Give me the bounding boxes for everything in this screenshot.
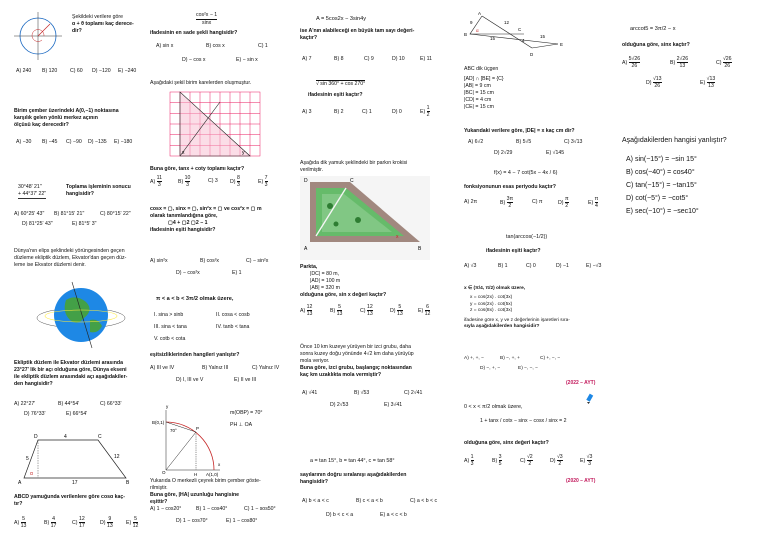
c2-q1-text: ifadesinin en sade şekli hangisidir? [150, 30, 238, 36]
c3-q3-option-a[interactable]: A) $\frac{12}{13}$ [300, 304, 313, 317]
q3-sum [18, 184, 46, 199]
c4-q1-given-line: [AD] ∩ [BE] = {C} [464, 76, 504, 83]
c2-q1-option-c[interactable]: C) 1 [258, 43, 268, 49]
q3-sum-line: + 44°37' 22" [18, 191, 46, 199]
q1-line: Şekildeki verilere göre [72, 14, 124, 20]
q5-line: ile ekliptik düzlem arasındaki açı aşağıdakiler- [14, 374, 128, 381]
c3-q1-option-b[interactable]: B) 8 [334, 56, 344, 62]
c4-q3-option-a[interactable]: A) √3 [464, 263, 477, 269]
c2-q1-option-b[interactable]: B) cos x [206, 43, 225, 49]
q5-option-b[interactable]: B) 44°54' [58, 401, 80, 407]
c2-q4-option-d[interactable]: D) I, III ve V [176, 377, 204, 383]
unit-square-grid-figure [170, 92, 262, 158]
tri-label-a: A [478, 11, 482, 16]
q5-option-d[interactable]: D) 76°33' [24, 411, 46, 417]
c4-q1-option-c[interactable]: C) 3√13 [564, 139, 583, 145]
c3-q2-option-e[interactable]: E) $\frac{1}{2}$ [420, 105, 430, 118]
c3-q3-option-d[interactable]: D) $\frac{5}{13}$ [390, 304, 403, 317]
trap-label-a: A [18, 480, 22, 486]
c3-q4-line: Buna göre, izci grubu, başlangıç noktasından [300, 365, 412, 372]
c2-q5-line: Buna göre, |HA| uzunluğu hangisine [150, 492, 240, 499]
q2-line: karşılık gelen yönlü merkez açının [14, 115, 98, 122]
c4-q4-option-c[interactable]: C) +, −, − [540, 356, 561, 361]
tri-label-c: C [518, 27, 522, 32]
q2-text [14, 108, 142, 129]
park-label-b: B [418, 246, 422, 252]
c4-q2-option-b[interactable]: B) $\frac{3\pi}{2}$ [500, 196, 514, 209]
c3-q5-option-c[interactable]: C) a < b < c [410, 498, 438, 504]
c2-q5-option-a[interactable]: A) 1 − cos20° [150, 506, 182, 512]
q4-text [14, 248, 146, 269]
q5-option-c[interactable]: C) 66°33' [100, 401, 122, 407]
c3-q3-line: verilmiştir. [300, 167, 324, 174]
c2-q4-option-b[interactable]: B) Yalnız III [202, 365, 229, 371]
c3-q3-option-c[interactable]: C) $\frac{12}{13}$ [360, 304, 373, 317]
c3-q5-expr: a = tan 15°, b = tan 44°, c = tan 58° [310, 458, 395, 464]
q3-option-d[interactable]: D) 81°25' 43" [22, 221, 53, 227]
c2-q3-line: ifadesinin eşiti hangisidir? [150, 227, 216, 234]
q4-line: düzleme ekliptik düzlem, Ekvator'dan geçen düz- [14, 255, 127, 262]
c4-q3-option-d[interactable]: D) −1 [556, 263, 569, 269]
c3-q4-option-d[interactable]: D) 2√53 [330, 402, 349, 408]
trap-side-5: 5 [26, 456, 29, 462]
c2-q2-question: Buna göre, tanx + coty toplamı kaçtır? [150, 166, 245, 172]
c5-q1-option-c[interactable]: C) $\frac{√26}{26}$ [716, 56, 732, 69]
c4-q4-line: ifadesine göre x, y ve z değerlerinin işaretleri sıra- [464, 317, 570, 323]
c5-q2-option-b[interactable]: B) cos(−40°) = cos40° [626, 168, 695, 176]
c2-q3-option-d[interactable]: D) − cos²x [176, 270, 200, 276]
c4-q4-source-tag: (2022 – AYT) [566, 380, 596, 386]
q6-option-c[interactable]: C) $\frac{12}{17}$ [72, 516, 85, 529]
c4-q1-question: Yukarıdaki verilere göre, |DE| = x kaç cm dir? [464, 128, 575, 134]
c4-q5-cond: 0 < x < π/2 olmak üzere, [464, 404, 523, 410]
c3-q2-option-b[interactable]: B) 2 [334, 109, 344, 115]
q3-option-a[interactable]: A) 60°25' 43" [14, 211, 45, 217]
c2-q3-option-c[interactable]: C) − sin²x [246, 258, 269, 264]
c4-q2-expr: f(x) = 4 − 7 cot(5x − 4x / 6) [494, 170, 558, 176]
q2-option-c[interactable]: C) −90 [66, 139, 82, 145]
fig-label-a: A(1,0) [206, 472, 219, 477]
tri-side-4: 4 [522, 38, 525, 43]
c2-q1-option-a[interactable]: A) sin x [156, 43, 174, 49]
tri-side-12: 12 [504, 20, 510, 25]
q2-line: ölçüsü kaç derecedir? [14, 122, 69, 129]
c3-q4-line: sonra kuzey doğu yönünde 4√2 km daha yürüyüp [300, 351, 414, 358]
c3-q2-expr: √ sin 360° + cos 270° [316, 81, 366, 87]
c2-q3-option-a[interactable]: A) sin²x [150, 258, 168, 264]
c3-q5-option-d[interactable]: D) b < c < a [326, 512, 354, 518]
c2-q4-item-2: II. cosa < cosb [216, 312, 250, 318]
c2-q3-option-e[interactable]: E) 1 [232, 270, 242, 276]
c2-q2-option-a[interactable]: A) $\frac{11}{3}$ [150, 175, 163, 188]
c2-q3-line: ▢4 + ▢2 ▢2 − 1 [168, 220, 208, 227]
c4-q4-eq: z = cos(8x) . cot(3x) [470, 308, 513, 314]
c3-q3-given-line: |DC| = 80 m, [310, 271, 340, 278]
c4-q5-option-b[interactable]: B) $\frac{3}{5}$ [492, 454, 502, 467]
c2-q4-item-5: V. cotb < cota [154, 336, 186, 342]
tri-side-9: 9 [470, 20, 473, 25]
q3-text [66, 184, 146, 198]
c3-q4-option-e[interactable]: E) 3√41 [384, 402, 403, 408]
c2-q1-option-d[interactable]: D) − cos x [182, 57, 206, 63]
c2-q5-given-1: m(OBP) = 70° [230, 410, 263, 416]
fig-label-b: B(0,1) [152, 420, 165, 425]
c5-q2-options [626, 154, 699, 219]
grid-label-x: x [182, 150, 185, 156]
q2-line: Birim çember üzerindeki A(0,−1) noktasına [14, 108, 119, 114]
c3-q4-option-c[interactable]: C) 2√41 [404, 390, 423, 396]
c2-q5-line: eşittir? [150, 499, 168, 506]
tri-side-15a: 15 [490, 36, 496, 41]
c3-q1-text [300, 28, 450, 42]
c3-q5-option-e[interactable]: E) a < c < b [380, 512, 407, 518]
c3-q5-line: sayılarının doğru sıralanışı aşağıdakilerden [300, 472, 407, 478]
q5-option-e[interactable]: E) 66°54' [66, 411, 88, 417]
c5-q2-option-e[interactable]: E) sec(−10°) = −sec10° [626, 207, 699, 215]
c2-q4-option-e[interactable]: E) II ve III [234, 377, 257, 383]
c2-q4-option-a[interactable]: A) III ve IV [150, 365, 175, 371]
c4-q1-given-line: |AB| = 9 cm [464, 83, 491, 90]
c3-q1-option-e[interactable]: E) 11 [420, 56, 433, 62]
c4-q1-given [464, 66, 504, 111]
c3-q3-given [300, 264, 386, 299]
tri-alpha: α [476, 28, 479, 33]
c4-q1-title: ABC dik üçgen [464, 66, 499, 72]
c5-q2-option-a[interactable]: A) sin(−15°) = −sin 15° [626, 156, 697, 163]
park-label-c: C [350, 178, 354, 184]
c3-q5-text [300, 472, 450, 486]
c5-q1-expr: arccot5 = 3π/2 − x [630, 26, 676, 32]
trap-side-12: 12 [114, 454, 120, 460]
c4-q3-option-b[interactable]: B) 1 [498, 263, 508, 269]
c4-q1-option-e[interactable]: E) √145 [546, 150, 565, 156]
q2-option-e[interactable]: E) −180 [114, 139, 133, 145]
q2-option-d[interactable]: D) −135 [88, 139, 107, 145]
q6-line: ABCD yamuğunda verilenlere göre cosα kaç- [14, 494, 126, 500]
park-map-figure [300, 176, 430, 260]
c3-q3-question: olduğuna göre, sin x değeri kaçtır? [300, 292, 387, 299]
q1-option-c[interactable]: C) 60 [70, 68, 83, 74]
trapezoid-figure [16, 430, 136, 486]
c4-q4-option-a[interactable]: A) +, +, − [464, 356, 484, 361]
c4-q5-expr: 1 + tanx / cotx − sinx − cosx / sinx = 2 [480, 418, 567, 424]
c4-q4-eq: x = cos(2x) . cot(3x) [470, 295, 513, 301]
grid-label-y: y [242, 150, 245, 156]
c3-q4-line: mola veriyor. [300, 358, 330, 365]
unit-circle-figure [14, 12, 64, 62]
c4-q2-option-e[interactable]: E) $\frac{\pi}{4}$ [588, 196, 599, 209]
c5-q1-options [622, 56, 762, 96]
c4-q1-option-a[interactable]: A) 6√2 [468, 139, 484, 145]
quarter-circle-figure [152, 404, 222, 477]
c3-q3-option-e[interactable]: E) $\frac{6}{12}$ [418, 304, 431, 317]
park-angle-x: x [396, 234, 399, 240]
q2-option-b[interactable]: B) −45 [42, 139, 58, 145]
q4-line: leme ise Ekvator düzlemi denir. [14, 262, 86, 269]
c3-q4-option-a[interactable]: A) √41 [302, 390, 318, 396]
fig-label-h: H [194, 472, 198, 477]
q1-text [72, 14, 144, 35]
fig-axis-x: x [218, 462, 221, 467]
c4-q3-expr: tan(arccos(−1/2)) [506, 234, 548, 240]
c3-q2-option-a[interactable]: A) 3 [302, 109, 312, 115]
fig-label-p: P [196, 426, 200, 431]
c4-q1-given-line: |CD| = 4 cm [464, 97, 492, 104]
c4-q5-source-tag: (2020 – AYT) [566, 478, 596, 484]
tri-side-15b: 15 [540, 34, 546, 39]
q6-option-b[interactable]: B) $\frac{4}{17}$ [44, 516, 57, 529]
park-label-a: A [304, 246, 308, 252]
c3-q1-option-a[interactable]: A) 7 [302, 56, 312, 62]
c2-q3-line: olarak tanımlandığına göre, [150, 213, 218, 220]
c2-q5-line: rilmiştir. [150, 485, 168, 492]
c2-q2-intro: Aşağıdaki şekil birim karelerden oluşmuştur. [150, 80, 252, 86]
c3-q3-given-line: |AD| = 100 m [310, 278, 341, 285]
c5-q1-option-a[interactable]: A) $\frac{5√26}{26}$ [622, 56, 641, 69]
q3-line: Toplama işleminin sonucu [66, 184, 131, 190]
c2-q3-option-b[interactable]: B) cos²x [200, 258, 220, 264]
c3-q2-text: ifadesinin eşiti kaçtır? [308, 92, 363, 98]
c2-q3-text [150, 206, 300, 234]
c4-q3-question: ifadesinin eşiti kaçtır? [486, 248, 541, 254]
q5-line: 23°27' lik bir açı olduğuna göre, Dünya ekseni [14, 367, 127, 374]
c5-q2-question: Aşağıdakilerden hangisi yanlıştır? [622, 137, 727, 144]
trap-label-b: B [126, 480, 130, 486]
q6-option-a[interactable]: A) $\frac{5}{13}$ [14, 516, 27, 529]
c2-q1-numerator: cos²x − 1 [196, 12, 217, 20]
c5-q1-option-b[interactable]: B) $\frac{2√26}{13}$ [670, 56, 689, 69]
c4-q5-question: olduğuna göre, sinx değeri kaçtır? [464, 440, 549, 446]
c2-q1-denominator: sinx [201, 20, 212, 27]
c4-q2-question: fonksiyonunun esas periyodu kaçtır? [464, 184, 556, 190]
c5-q2-option-c[interactable]: C) tan(−15°) = −tan15° [626, 181, 697, 189]
c2-q1-option-e[interactable]: E) − sin x [236, 57, 258, 63]
c4-q4-cond: x ∈ (π/4, π/2) olmak üzere, [464, 286, 526, 291]
q5-text [14, 360, 148, 388]
c2-q4-item-3: III. sina < tana [154, 324, 187, 330]
c4-q4-option-e[interactable]: E) −, −, − [518, 366, 538, 371]
q3-option-e[interactable]: E) 81°5' 3" [72, 221, 97, 227]
c5-q1-option-e[interactable]: E) $\frac{√13}{13}$ [700, 76, 716, 89]
c3-q5-option-a[interactable]: A) b < a < c [302, 498, 329, 504]
q1-option-e[interactable]: E) −240 [118, 68, 137, 74]
c2-q2-option-c[interactable]: C) 3 [208, 178, 218, 184]
c4-q1-given-line: |CE| = 15 cm [464, 104, 494, 111]
earth-illustration [36, 280, 126, 350]
q3-option-b[interactable]: B) 81°15' 21" [54, 211, 85, 217]
q3-option-c[interactable]: C) 80°15' 22" [100, 211, 131, 217]
c2-q5-given-2: PH ⊥ OA [230, 422, 253, 429]
c3-q4-text [300, 344, 450, 379]
q6-option-e[interactable]: E) $\frac{5}{12}$ [126, 516, 139, 529]
c2-q1-fraction [196, 12, 217, 27]
triangle-figure [462, 10, 566, 58]
c5-q1-question: olduğuna göre, sinx kaçtır? [622, 42, 690, 48]
c2-q4-question: eşitsizliklerinden hangileri yanlıştır? [150, 352, 240, 358]
trap-alpha: α [30, 471, 33, 477]
c2-q3-line: cosx = ▢, sinx = ▢, sin²x = ▢ ve cos²x = ▢ m [150, 206, 262, 212]
q1-option-d[interactable]: D) −120 [92, 68, 111, 74]
c2-q5-option-e[interactable]: E) 1 − cos80° [226, 518, 258, 524]
q5-option-a[interactable]: A) 22°27' [14, 401, 36, 407]
c3-q3-given-line: |AB| = 320 m [310, 285, 340, 292]
c3-q5-line: hangisidir? [300, 479, 328, 486]
c2-q2-option-d[interactable]: D) $\frac{8}{3}$ [230, 175, 240, 188]
trap-side-17: 17 [72, 480, 78, 486]
c3-q3-text [300, 160, 442, 174]
q4-line: Dünya'nın elips şeklindeki yörüngesinden geçen [14, 248, 125, 254]
c3-q2-option-d[interactable]: D) 0 [392, 109, 402, 115]
c3-q4-line: Önce 10 km kuzeye yürüyen bir izci grubu, daha [300, 344, 412, 350]
c3-q3-legend: Parkta, [300, 264, 318, 270]
c4-q5-option-d[interactable]: D) $\frac{√3}{2}$ [550, 454, 563, 467]
c4-q3-option-c[interactable]: C) 0 [526, 263, 536, 269]
c4-q4-line: sıyla aşağıdakilerden hangisidir? [464, 324, 540, 330]
c2-q4-item-4: IV. tanb < tana [216, 324, 250, 330]
tri-label-b: B [464, 32, 468, 37]
c4-q4-option-d[interactable]: D) −, +, − [480, 366, 501, 371]
c5-q1-option-d[interactable]: D) $\frac{√13}{26}$ [646, 76, 662, 89]
c2-q2-option-b[interactable]: B) $\frac{10}{3}$ [178, 175, 191, 188]
park-label-d: D [304, 178, 308, 184]
c4-q2-option-a[interactable]: A) 2π [464, 199, 478, 205]
tri-label-d: D [530, 52, 534, 57]
c3-q4-line: kaç km uzaklıkta mola vermiştir? [300, 372, 382, 379]
fig-angle: 70° [170, 428, 177, 433]
q5-line: den hangisidir? [14, 381, 53, 388]
c4-q1-given-line: |BC| = 15 cm [464, 90, 494, 97]
c2-q5-option-c[interactable]: C) 1 − sos50° [244, 506, 276, 512]
c4-q1-option-b[interactable]: B) 5√5 [516, 139, 532, 145]
c2-q5-option-b[interactable]: B) 1 − cos40° [196, 506, 228, 512]
c2-q4-cond: π < a < b < 3π/2 olmak üzere, [156, 296, 234, 302]
c4-q4-block [464, 286, 614, 331]
c3-q3-option-b[interactable]: B) $\frac{5}{13}$ [330, 304, 343, 317]
c4-q4-eq: y = cos(2x) . cot(5x) [470, 301, 513, 307]
c3-q5-option-b[interactable]: B) c < a < b [356, 498, 383, 504]
c5-q2-option-d[interactable]: D) cot(−5°) = −cot5° [626, 194, 689, 202]
q3-sum-line: 30°48' 21" [18, 184, 42, 190]
q2-option-a[interactable]: A) −30 [16, 139, 32, 145]
c2-q5-text [150, 478, 300, 506]
pencil-icon [584, 394, 594, 404]
c3-q3-line: Aşağıda dik yamuk şeklindeki bir parkın krokisi [300, 160, 408, 166]
c3-q1-option-d[interactable]: D) 10 [392, 56, 405, 62]
q1-option-b[interactable]: B) 120 [42, 68, 58, 74]
c4-q2-option-d[interactable]: D) $\frac{\pi}{2}$ [558, 196, 569, 209]
c4-q2-option-c[interactable]: C) π [532, 199, 543, 205]
q3-line: hangisidir? [66, 191, 94, 198]
trap-side-4: 4 [64, 434, 67, 440]
c4-q1-option-d[interactable]: D) 2√29 [494, 150, 513, 156]
c4-q5-option-e[interactable]: E) $\frac{√3}{3}$ [580, 454, 593, 467]
c3-q1-line: kaçtır? [300, 35, 318, 42]
trap-label-c: C [98, 434, 102, 440]
fig-label-o: O [162, 470, 166, 475]
c2-q2-option-e[interactable]: E) $\frac{7}{3}$ [258, 175, 268, 188]
c2-q4-item-1: I. sina > sinb [154, 312, 184, 318]
q6-line: tır? [14, 501, 23, 508]
c4-q5-option-a[interactable]: A) $\frac{1}{3}$ [464, 454, 474, 467]
q1-line: dir? [72, 28, 82, 35]
c2-q5-option-d[interactable]: D) 1 − cos70° [176, 518, 208, 524]
c3-q1-expr: A = 5cos2x − 3sin4y [316, 16, 367, 22]
c3-q4-option-b[interactable]: B) √53 [354, 390, 370, 396]
q1-option-a[interactable]: A) 240 [16, 68, 32, 74]
c2-q5-line: Yukarıda O merkezli çeyrek birim çember göste- [150, 478, 261, 484]
c3-q2-option-c[interactable]: C) 1 [362, 109, 372, 115]
q1-line: α + θ toplamı kaç derece- [72, 21, 134, 28]
c4-q3-option-e[interactable]: E) −√3 [586, 263, 602, 269]
fig-axis-y: y [166, 404, 169, 409]
c3-q1-line: ise A'nın alabileceği en büyük tam sayı değeri- [300, 28, 415, 34]
q6-option-d[interactable]: D) $\frac{9}{13}$ [100, 516, 113, 529]
c3-q1-option-c[interactable]: C) 9 [364, 56, 374, 62]
c4-q5-option-c[interactable]: C) $\frac{√2}{2}$ [520, 454, 533, 467]
tri-label-e: E [560, 42, 564, 47]
c2-q4-option-c[interactable]: C) Yalnız IV [252, 365, 280, 371]
c2-q5-given [230, 410, 263, 429]
c4-q4-option-b[interactable]: B) −, +, + [500, 356, 520, 361]
q5-line: Ekliptik düzlem ile Ekvator düzlemi arasında [14, 360, 123, 366]
q6-text [14, 494, 148, 508]
trap-label-d: D [34, 434, 38, 440]
